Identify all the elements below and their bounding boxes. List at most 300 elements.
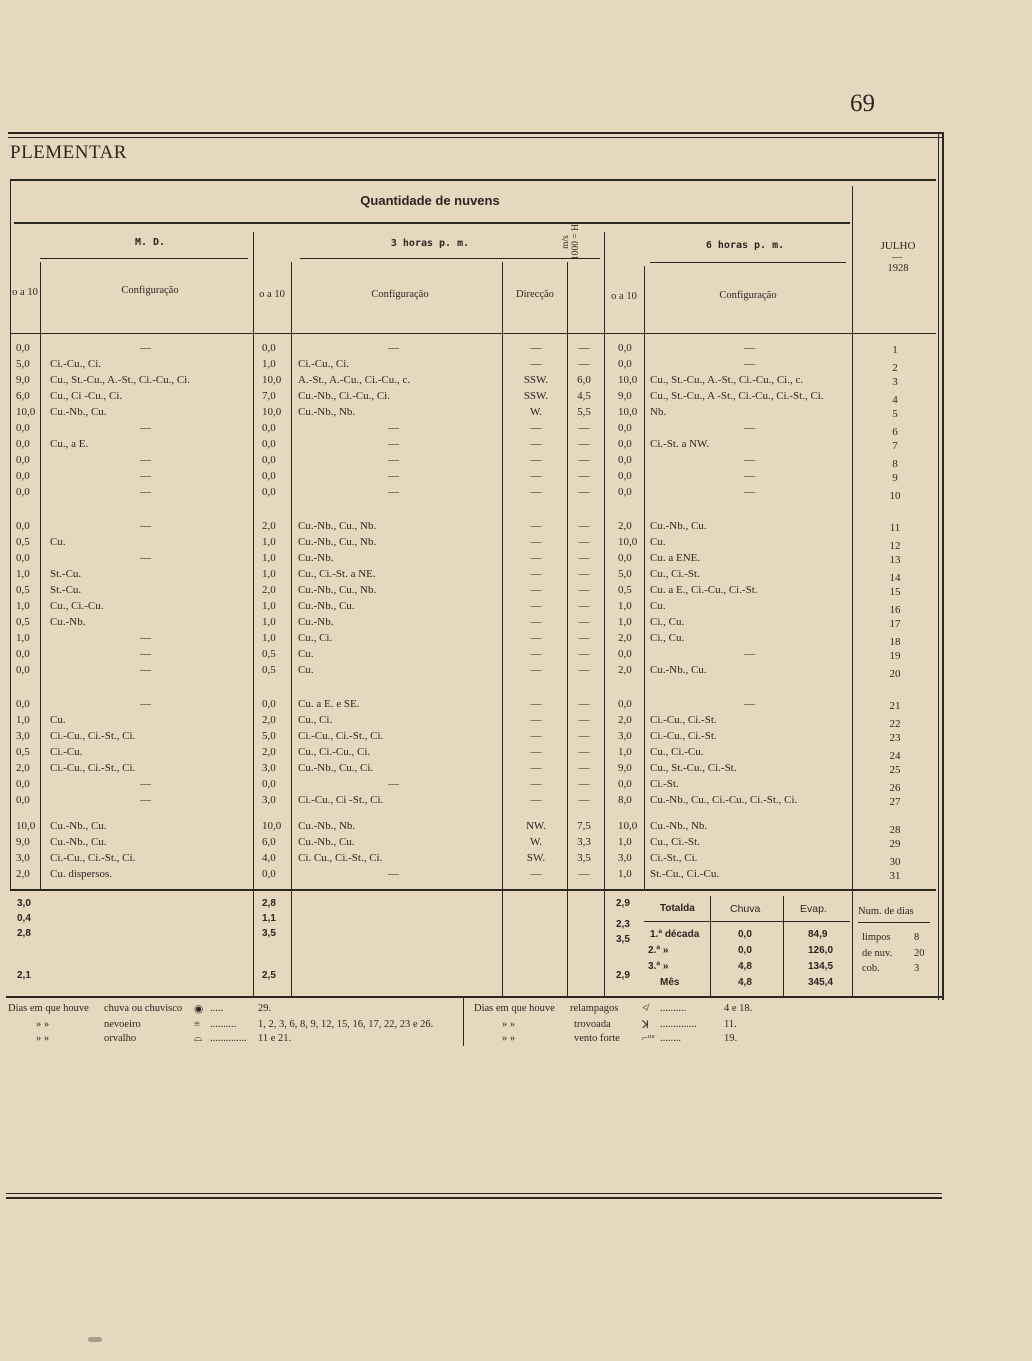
md-config: Cu.-Nb., Cu. (50, 836, 107, 848)
day-number: 11 (889, 522, 901, 534)
h3-value: 0,0 (262, 422, 276, 434)
h3-value: 0,0 (262, 778, 276, 790)
h3-direction: — (530, 632, 542, 644)
table-row (0, 820, 940, 836)
md-config: Cu., St.-Cu., A.-St., Ci.-Cu., Ci. (50, 374, 190, 386)
section-title: PLEMENTAR (10, 142, 127, 163)
rain-evap-value: 126,0 (808, 945, 834, 956)
h3-value: 5,0 (262, 730, 276, 742)
md-value: 9,0 (16, 374, 30, 386)
footnote-dots: ........ (660, 1033, 681, 1044)
h3-velocity: — (578, 438, 590, 450)
day-number: 20 (889, 668, 901, 680)
md-config: Cu. dispersos. (50, 868, 113, 880)
num-dias-rule (858, 922, 930, 923)
footnote-symbol-icon: ꓘ (642, 1020, 649, 1031)
h3-config: Cu., Ci. (298, 714, 333, 726)
md-config: — (140, 552, 151, 564)
md-value: 6,0 (16, 390, 30, 402)
month-dash: — (892, 252, 902, 263)
footnote-prefix: » » (502, 1019, 516, 1030)
h6-value: 0,0 (618, 470, 632, 482)
md-value: 0,0 (16, 552, 30, 564)
h3-velocity: 5,5 (577, 406, 591, 418)
h3-scale-header: o a 10 (259, 289, 285, 300)
h6-value: 0,0 (618, 486, 632, 498)
h3-velocity: — (578, 584, 590, 596)
velocity-unit: m/s (561, 235, 571, 249)
table-title: Quantidade de nuvens (360, 193, 500, 208)
h3-config: Cu.-Nb., Nb. (298, 820, 356, 832)
md-config: St.-Cu. (50, 568, 82, 580)
md-value: 2,0 (16, 762, 30, 774)
table-row (0, 836, 940, 852)
h3-direction: — (530, 422, 542, 434)
h3-velocity: — (578, 664, 590, 676)
footnote-value: 19. (724, 1033, 738, 1044)
footnote-value: 11. (724, 1019, 737, 1030)
num-dias-label: de nuv. (862, 948, 893, 959)
h3-velocity: — (578, 714, 590, 726)
md-config: St.-Cu. (50, 584, 82, 596)
footnote-divider (463, 998, 464, 1046)
day-number: 18 (889, 636, 901, 648)
h6-value: 0,0 (618, 358, 632, 370)
h6-config: St.-Cu., Ci.-Cu. (650, 868, 720, 880)
day-number: 16 (889, 604, 901, 616)
h3-velocity: — (578, 794, 590, 806)
rain-evap-value: 134,5 (808, 961, 834, 972)
h6-config: — (744, 422, 755, 434)
footnote-label: vento forte (574, 1033, 620, 1044)
title-underline (14, 222, 850, 224)
h3-value: 2,0 (262, 520, 276, 532)
velocity-header (561, 212, 581, 272)
page-number: 69 (850, 90, 875, 117)
table-row (0, 600, 940, 616)
md-value: 2,0 (16, 868, 30, 880)
h6-config: Ci.-Cu., Ci.-St. (650, 714, 717, 726)
table-row (0, 664, 940, 680)
h6-value: 2,0 (618, 714, 632, 726)
h3-config: Cu. a E. e SE. (298, 698, 360, 710)
h3-config: Cu., Ci.-Cu., Ci. (298, 746, 371, 758)
h6-config: Cu. a E., Ci.-Cu., Ci.-St. (650, 584, 758, 596)
h6-value: 1,0 (618, 836, 632, 848)
table-row (0, 520, 940, 536)
h3-value: 0,0 (262, 470, 276, 482)
h3-config: Cu., Ci. (298, 632, 333, 644)
h6-value: 1,0 (618, 868, 632, 880)
h6-value: 0,0 (618, 454, 632, 466)
h6-config: Cu., Ci.-Cu. (650, 746, 704, 758)
md-value: 5,0 (16, 358, 30, 370)
rain-col-2 (783, 896, 784, 997)
h3-value: 10,0 (262, 820, 282, 832)
h3-direction: — (530, 746, 542, 758)
md-config: Cu.-Nb. (50, 616, 86, 628)
h6-config: Cu.-Nb., Cu., Ci.-Cu., Ci.-St., Ci. (650, 794, 798, 806)
h6-config: — (744, 470, 755, 482)
h3-value: 2,0 (262, 714, 276, 726)
bottom-rule-2 (6, 1197, 942, 1199)
h3-value: 0,0 (262, 868, 276, 880)
table-row (0, 794, 940, 810)
h3-velocity: — (578, 552, 590, 564)
md-value: 0,0 (16, 342, 30, 354)
h6-value: 3,0 (618, 852, 632, 864)
h6-config: Cu. a ENE. (650, 552, 701, 564)
day-number: 8 (892, 458, 898, 470)
h3-direction: — (530, 520, 542, 532)
h6-value: 0,0 (618, 552, 632, 564)
md-value: 0,0 (16, 698, 30, 710)
day-number: 25 (889, 764, 901, 776)
h3-direction: — (530, 454, 542, 466)
h6-value: 10,0 (618, 536, 638, 548)
h6-config: Cu.-Nb., Nb. (650, 820, 708, 832)
h3-direction: W. (529, 836, 543, 848)
h3-velocity: — (578, 648, 590, 660)
table-row (0, 374, 940, 390)
footnote-label: nevoeiro (104, 1019, 141, 1030)
h3-direction: — (530, 486, 542, 498)
h3-direction: — (530, 584, 542, 596)
h6-value: 10,0 (618, 406, 638, 418)
h3-config: — (388, 778, 399, 790)
h3-velocity: — (578, 486, 590, 498)
h6-config: Ci.-St., Ci. (650, 852, 698, 864)
md-config: Ci.-Cu., Ci.-St., Ci. (50, 852, 136, 864)
h6-summary: 2,9 (616, 898, 630, 909)
md-config: Ci.-Cu., Ci.-St., Ci. (50, 730, 136, 742)
h3-direction: — (530, 600, 542, 612)
h3-value: 1,0 (262, 536, 276, 548)
h6-config: Ci., Cu. (650, 616, 685, 628)
footnote-label: chuva ou chuvisco (104, 1003, 183, 1014)
h3-velocity: — (578, 358, 590, 370)
h3-config: — (388, 454, 399, 466)
footnote-value: 1, 2, 3, 6, 8, 9, 12, 15, 16, 17, 22, 23 e 26. (258, 1019, 434, 1030)
h6-value: 5,0 (618, 568, 632, 580)
footnote-dots: .............. (660, 1019, 697, 1030)
h6-config: Cu., Ci.-St. (650, 568, 700, 580)
h3-config: Cu.-Nb. (298, 616, 334, 628)
h6-config: Ci.-Cu., Ci.-St. (650, 730, 717, 742)
day-number: 24 (889, 750, 901, 762)
h6-config: — (744, 454, 755, 466)
h3-config: — (388, 486, 399, 498)
footer-top-rule (6, 996, 942, 998)
h3-velocity: 4,5 (577, 390, 591, 402)
h3-value: 10,0 (262, 406, 282, 418)
md-summary: 2,1 (17, 970, 31, 981)
md-summary: 0,4 (17, 913, 31, 924)
footnote-symbol-icon: ◉ (194, 1004, 204, 1015)
h3-direction: SW. (526, 852, 546, 864)
h3-value: 0,5 (262, 648, 276, 660)
h6-value: 10,0 (618, 820, 638, 832)
h3-direction: — (530, 698, 542, 710)
h6-value: 0,0 (618, 698, 632, 710)
md-value: 3,0 (16, 852, 30, 864)
day-number: 19 (889, 650, 901, 662)
h3-value: 3,0 (262, 762, 276, 774)
md-config: — (140, 470, 151, 482)
md-summary: 3,0 (17, 898, 31, 909)
h6-config: Nb. (650, 406, 667, 418)
table-row (0, 584, 940, 600)
h3-velocity: 3,3 (577, 836, 591, 848)
h3-value: 1,0 (262, 552, 276, 564)
h6-value: 10,0 (618, 374, 638, 386)
month-label: JULHO (880, 240, 916, 252)
md-value: 0,0 (16, 486, 30, 498)
h3-value: 0,0 (262, 438, 276, 450)
md-value: 0,5 (16, 584, 30, 596)
h6-value: 0,0 (618, 648, 632, 660)
h6-config: Ci.-St. (650, 778, 679, 790)
h3-config: Cu.-Nb., Cu. (298, 836, 355, 848)
h6-config: Cu. (650, 600, 666, 612)
md-config: Ci.-Cu. (50, 746, 83, 758)
h6-config: — (744, 698, 755, 710)
table-row (0, 714, 940, 730)
h3-value: 3,0 (262, 794, 276, 806)
h3-summary: 2,8 (262, 898, 276, 909)
table-row (0, 536, 940, 552)
md-config: Cu.-Nb., Cu. (50, 820, 107, 832)
md-value: 0,0 (16, 454, 30, 466)
footnote-prefix: » » (502, 1033, 516, 1044)
md-config: — (140, 342, 151, 354)
md-value: 0,5 (16, 616, 30, 628)
day-number: 4 (892, 394, 898, 406)
day-number: 28 (889, 824, 901, 836)
h3-velocity: — (578, 632, 590, 644)
day-number: 17 (889, 618, 901, 630)
rain-header-chuva: Chuva (730, 903, 761, 915)
num-dias-title: Num. de dias (858, 906, 914, 917)
h3-value: 0,0 (262, 342, 276, 354)
h6-header: 6 horas p. m. (705, 240, 785, 251)
velocity-scale: 1000 = H (571, 224, 581, 260)
h3-config: Cu.-Nb., Cu., Nb. (298, 584, 377, 596)
h3-direction: — (530, 616, 542, 628)
footnote-dots: .......... (660, 1003, 687, 1014)
day-number: 13 (889, 554, 901, 566)
frame-top-rule (8, 132, 942, 138)
table-row (0, 486, 940, 502)
h3-velocity: 7,5 (577, 820, 591, 832)
md-config: — (140, 632, 151, 644)
footnote-prefix: Dias em que houve (8, 1003, 89, 1014)
h3-velocity: — (578, 868, 590, 880)
footnote-dots: ..... (210, 1003, 224, 1014)
h3-velocity: — (578, 520, 590, 532)
h3-config: Ci.-Cu., Ci -St., Ci. (298, 794, 384, 806)
md-header: M. D. (134, 237, 166, 248)
h3-config: Cu. (298, 664, 314, 676)
h3-config: Cu.-Nb., Cu., Nb. (298, 520, 377, 532)
day-number: 30 (889, 856, 901, 868)
h6-config: Cu., St.-Cu., Ci.-St. (650, 762, 737, 774)
h3-direction: — (530, 358, 542, 370)
footnote-label: orvalho (104, 1033, 137, 1044)
md-value: 0,0 (16, 648, 30, 660)
h6-config: Cu.-Nb., Cu. (650, 520, 707, 532)
day-number: 3 (892, 376, 898, 388)
md-config: — (140, 520, 151, 532)
table-row (0, 552, 940, 568)
h3-direction: — (530, 438, 542, 450)
col-header-rule (10, 333, 936, 334)
num-dias-value: 8 (914, 932, 920, 943)
table-row (0, 568, 940, 584)
h3-config: — (388, 422, 399, 434)
md-config: — (140, 698, 151, 710)
h3-config: Cu. (298, 648, 314, 660)
day-number: 5 (892, 408, 898, 420)
table-row (0, 778, 940, 794)
summary-top-rule (10, 889, 936, 891)
md-value: 1,0 (16, 632, 30, 644)
h3-value: 1,0 (262, 600, 276, 612)
rain-chuva-value: 0,0 (738, 945, 752, 956)
md-value: 0,0 (16, 422, 30, 434)
day-number: 9 (892, 472, 898, 484)
md-config: — (140, 486, 151, 498)
h3-config: Ci. Cu., Ci.-St., Ci. (298, 852, 383, 864)
h3-config: — (388, 868, 399, 880)
h3-direction: — (530, 868, 542, 880)
md-scale-header: o a 10 (12, 287, 38, 298)
h3-config: Cu.-Nb., Cu., Ci. (298, 762, 374, 774)
day-number: 6 (892, 426, 898, 438)
md-value: 0,0 (16, 664, 30, 676)
h6-value: 2,0 (618, 632, 632, 644)
table-row (0, 406, 940, 422)
rain-col-1 (710, 896, 711, 997)
table-row (0, 868, 940, 884)
h3-velocity: — (578, 454, 590, 466)
h6-underline (650, 262, 846, 263)
h3-velocity: — (578, 698, 590, 710)
day-number: 22 (889, 718, 901, 730)
md-value: 1,0 (16, 568, 30, 580)
day-number: 29 (889, 838, 901, 850)
rain-chuva-value: 0,0 (738, 929, 752, 940)
h6-summary: 3,5 (616, 934, 630, 945)
h6-value: 3,0 (618, 730, 632, 742)
md-value: 10,0 (16, 406, 36, 418)
md-value: 1,0 (16, 714, 30, 726)
footnote-prefix: » » (36, 1033, 50, 1044)
footnote-symbol-icon: ⌐ᵘᵘ (642, 1033, 655, 1044)
h3-velocity: — (578, 422, 590, 434)
h3-velocity: — (578, 746, 590, 758)
md-config: Ci.-Cu., Ci.-St., Ci. (50, 762, 136, 774)
table-row (0, 852, 940, 868)
h3-value: 1,0 (262, 358, 276, 370)
footnote-prefix: Dias em que houve (474, 1003, 555, 1014)
table-row (0, 342, 940, 358)
footnote-value: 11 e 21. (258, 1033, 292, 1044)
md-value: 0,0 (16, 778, 30, 790)
md-config: Cu. (50, 536, 66, 548)
day-number: 15 (889, 586, 901, 598)
h3-direction: W. (529, 406, 543, 418)
h3-velocity: — (578, 778, 590, 790)
h3-direction: — (530, 342, 542, 354)
md-config-header: Configuração (121, 285, 179, 296)
table-row (0, 762, 940, 778)
md-config: Cu., Ci.-Cu. (50, 600, 104, 612)
md-config: — (140, 778, 151, 790)
direction-header: Direcção (516, 289, 554, 300)
h3-config: Cu.-Nb., Cu., Nb. (298, 536, 377, 548)
h3-direction: SSW. (523, 390, 549, 402)
h3-config: — (388, 342, 399, 354)
h6-value: 0,5 (618, 584, 632, 596)
md-config: Cu., Ci -Cu., Ci. (50, 390, 123, 402)
h6-value: 0,0 (618, 422, 632, 434)
h6-value: 1,0 (618, 746, 632, 758)
h3-direction: — (530, 664, 542, 676)
md-config: — (140, 422, 151, 434)
rain-evap-value: 345,4 (808, 977, 834, 988)
h3-direction: — (530, 568, 542, 580)
h3-velocity: — (578, 730, 590, 742)
footnote-prefix: » » (36, 1019, 50, 1030)
h3-direction: — (530, 714, 542, 726)
footnote-symbol-icon: ⌓ (194, 1033, 203, 1044)
h3-summary: 2,5 (262, 970, 276, 981)
h3-value: 2,0 (262, 746, 276, 758)
md-value: 0,0 (16, 520, 30, 532)
h3-value: 10,0 (262, 374, 282, 386)
h3-direction: NW. (525, 820, 547, 832)
h6-value: 1,0 (618, 600, 632, 612)
h3-value: 1,0 (262, 632, 276, 644)
h6-value: 9,0 (618, 390, 632, 402)
h6-value: 1,0 (618, 616, 632, 628)
table-row (0, 358, 940, 374)
h3-direction: SSW. (523, 374, 549, 386)
h3-direction: — (530, 648, 542, 660)
rain-period-label: Mês (660, 977, 680, 988)
md-value: 10,0 (16, 820, 36, 832)
h3-value: 6,0 (262, 836, 276, 848)
day-number: 31 (889, 870, 901, 882)
table-row (0, 390, 940, 406)
table-row (0, 422, 940, 438)
h3-direction: — (530, 536, 542, 548)
h3-config: Ci.-Cu., Ci. (298, 358, 350, 370)
day-number: 21 (889, 700, 901, 712)
h6-scale-header: o a 10 (611, 291, 637, 302)
md-config: — (140, 794, 151, 806)
day-number: 12 (889, 540, 901, 552)
table-row (0, 746, 940, 762)
bottom-rule-1 (6, 1193, 942, 1194)
h3-direction: — (530, 762, 542, 774)
h3-value: 0,0 (262, 486, 276, 498)
h3-velocity: 6,0 (577, 374, 591, 386)
md-value: 0,0 (16, 470, 30, 482)
md-summary: 2,8 (17, 928, 31, 939)
h3-velocity: — (578, 470, 590, 482)
